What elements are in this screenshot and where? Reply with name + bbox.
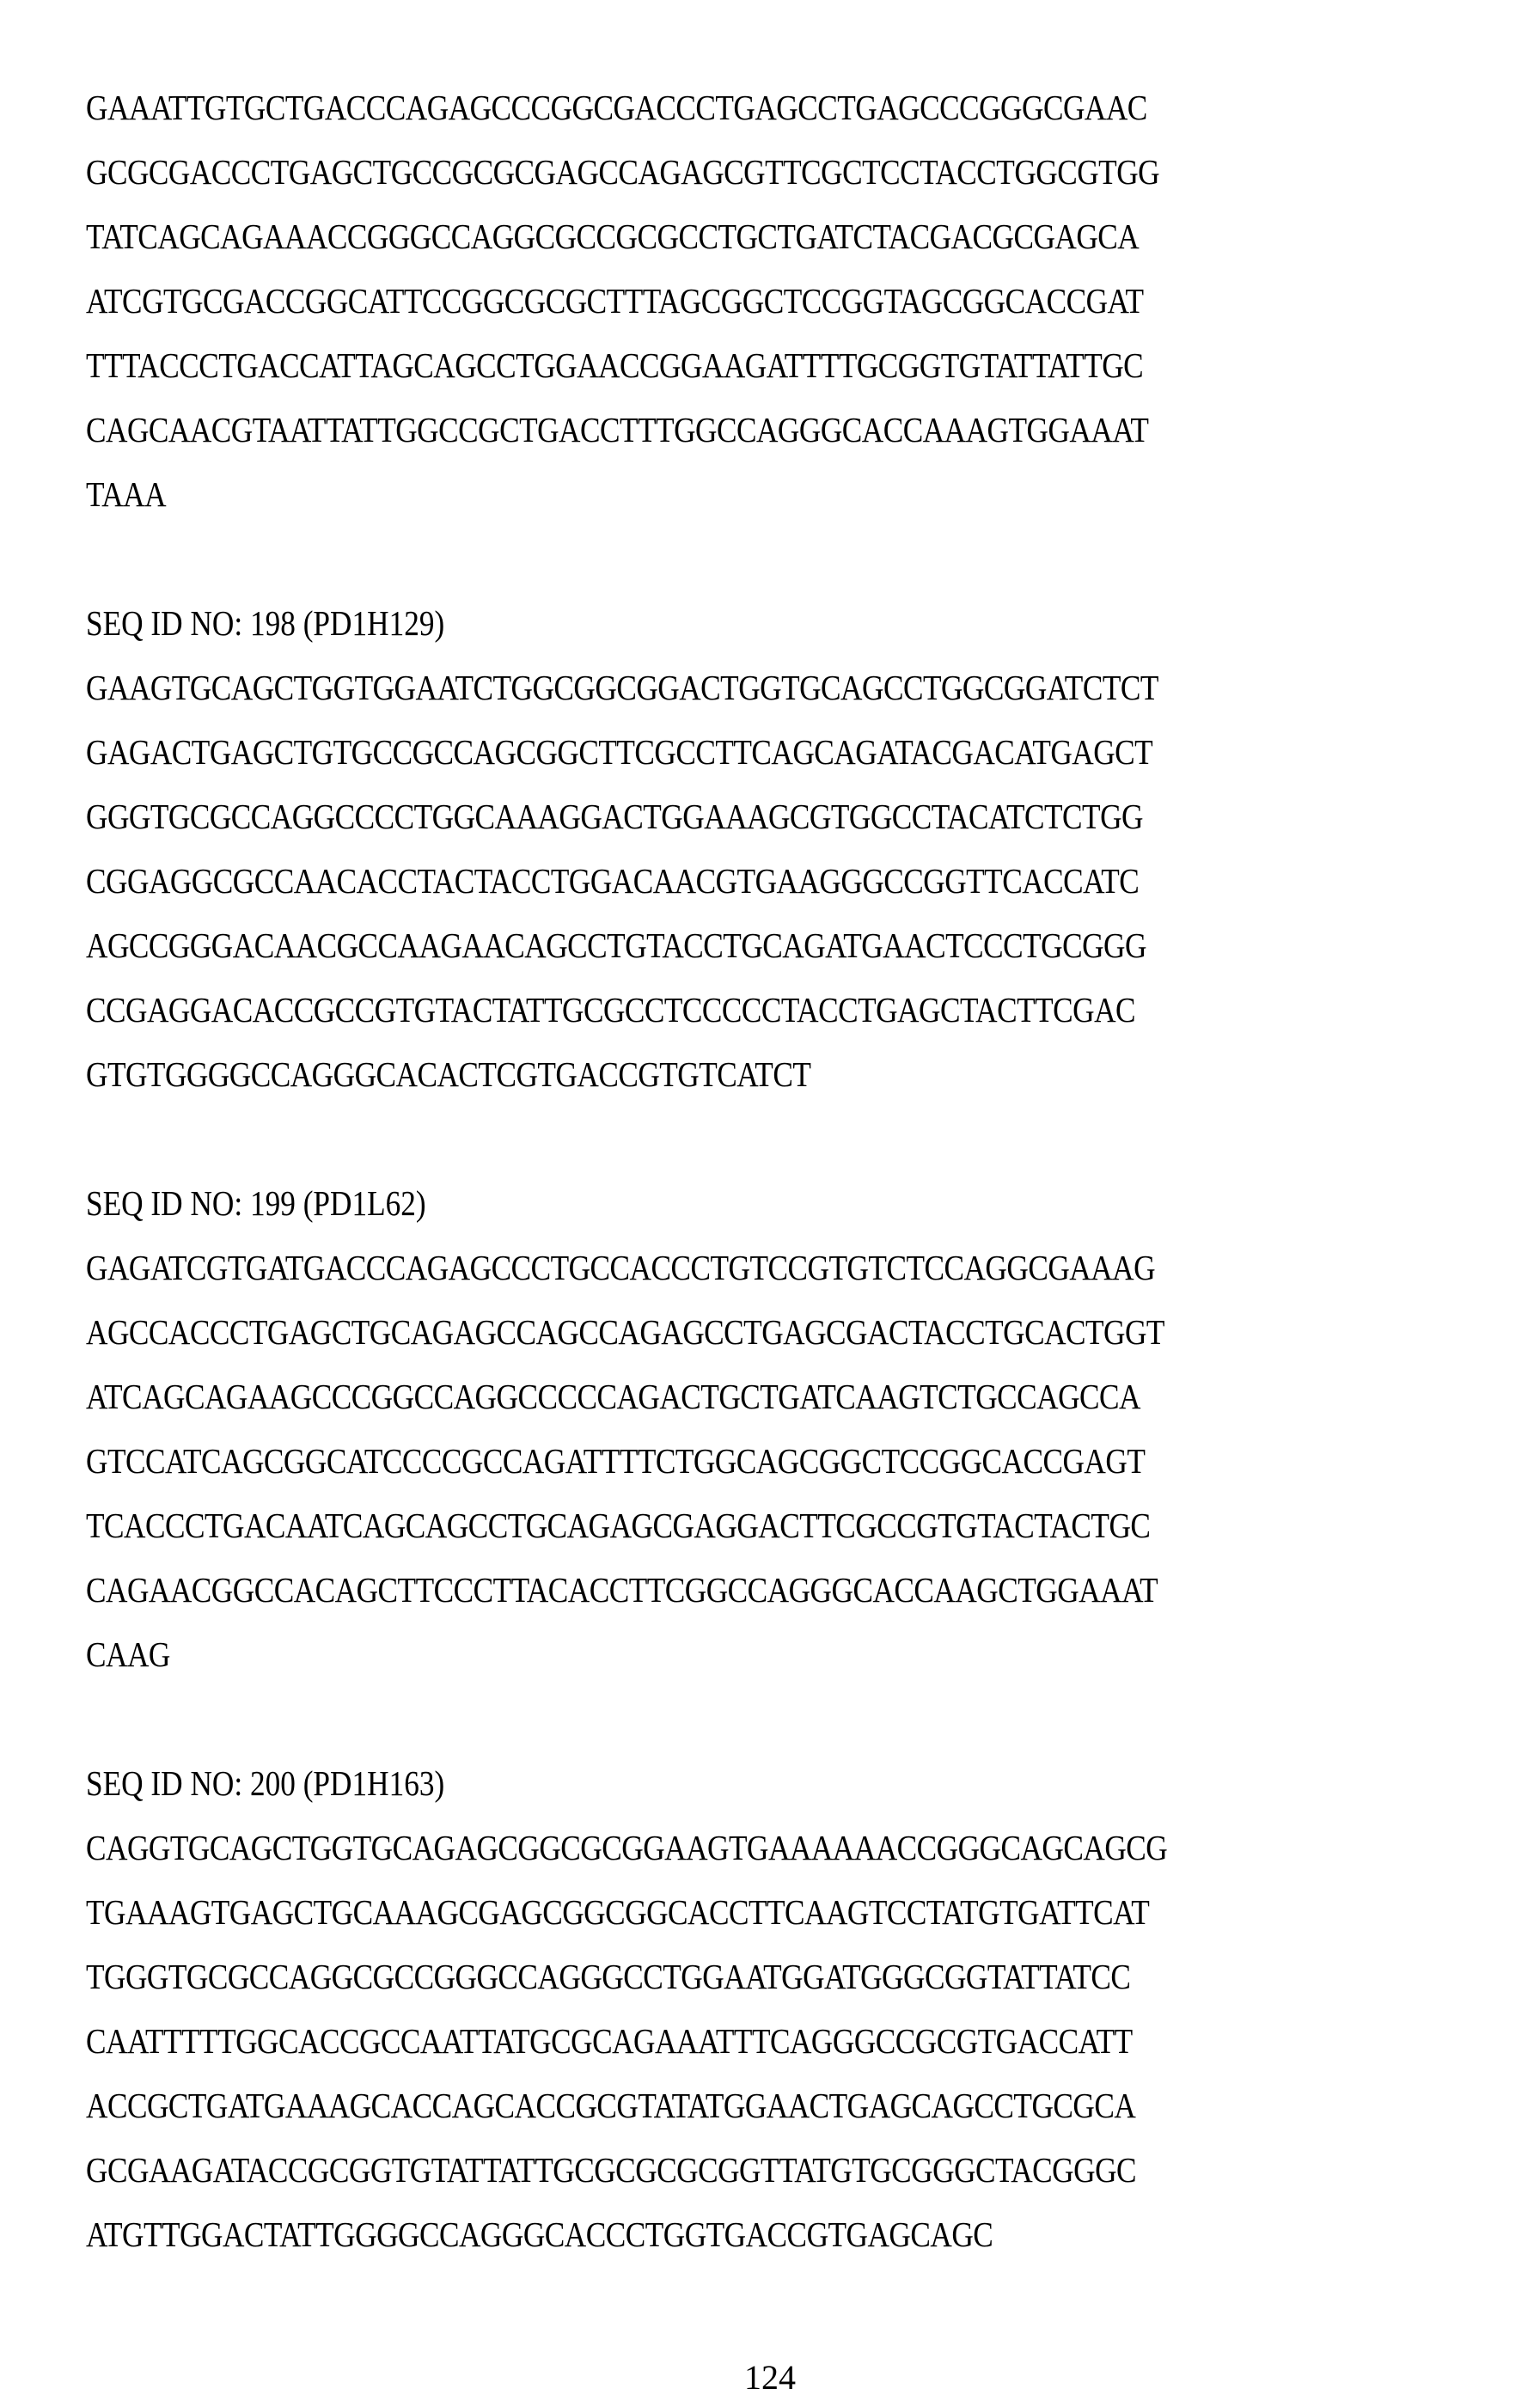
sequence-line: ATCAGCAGAAGCCCGGCCAGGCCCCCAGACTGCTGATCAAGTCTGCCAGCCA bbox=[86, 1377, 1141, 1416]
sequence-line: TAAA bbox=[86, 474, 167, 514]
sequence-line: GTGTGGGGCCAGGGCACACTCGTGACCGTGTCATCT bbox=[86, 1054, 811, 1094]
page-number: 124 bbox=[744, 2358, 796, 2397]
sequence-continuation bbox=[86, 76, 1461, 527]
sequence-line: GAAATTGTGCTGACCCAGAGCCCGGCGACCCTGAGCCTGAGCCCGGGCGAAC bbox=[86, 88, 1147, 127]
document-page bbox=[86, 76, 1461, 2267]
sequence-line: TATCAGCAGAAACCGGGCCAGGCGCCGCGCCTGCTGATCTACGACGCGAGCA bbox=[86, 217, 1140, 256]
sequence-line: ACCGCTGATGAAAGCACCAGCACCGCGTATATGGAACTGAGCAGCCTGCGCA bbox=[86, 2086, 1136, 2125]
sequence-line: TGGGTGCGCCAGGCGCCGGGCCAGGGCCTGGAATGGATGGGCGGTATTATCC bbox=[86, 1957, 1131, 1996]
sequence-line: CAAG bbox=[86, 1634, 170, 1674]
sequence-header: SEQ ID NO: 198 (PD1H129) bbox=[86, 603, 445, 643]
sequence-line: CGGAGGCGCCAACACCTACTACCTGGACAACGTGAAGGGCCGGTTCACCATC bbox=[86, 861, 1140, 901]
sequence-block-198 bbox=[86, 591, 1461, 1107]
sequence-line: CAATTTTTGGCACCGCCAATTATGCGCAGAAATTTCAGGGCCGCGTGACCATT bbox=[86, 2021, 1133, 2061]
sequence-line: GAGATCGTGATGACCCAGAGCCCTGCCACCCTGTCCGTGTCTCCAGGCGAAAG bbox=[86, 1248, 1156, 1287]
spacer bbox=[86, 1687, 1461, 1751]
sequence-block-199 bbox=[86, 1171, 1461, 1687]
sequence-line: TTTACCCTGACCATTAGCAGCCTGGAACCGGAAGATTTTGCGGTGTATTATTGC bbox=[86, 345, 1144, 385]
sequence-line: CCGAGGACACCGCCGTGTACTATTGCGCCTCCCCCTACCTGAGCTACTTCGAC bbox=[86, 990, 1136, 1029]
sequence-line: TCACCCTGACAATCAGCAGCCTGCAGAGCGAGGACTTCGCCGTGTACTACTGC bbox=[86, 1506, 1151, 1545]
sequence-line: GGGTGCGCCAGGCCCCTGGCAAAGGACTGGAAAGCGTGGCCTACATCTCTGG bbox=[86, 797, 1143, 836]
sequence-block-200 bbox=[86, 1751, 1461, 2267]
sequence-header: SEQ ID NO: 199 (PD1L62) bbox=[86, 1183, 426, 1223]
sequence-line: CAGAACGGCCACAGCTTCCCTTACACCTTCGGCCAGGGCACCAAGCTGGAAAT bbox=[86, 1570, 1158, 1610]
sequence-line: TGAAAGTGAGCTGCAAAGCGAGCGGCGGCACCTTCAAGTCCTATGTGATTCAT bbox=[86, 1892, 1150, 1932]
sequence-line: GCGCGACCCTGAGCTGCCGCGCGAGCCAGAGCGTTCGCTCCTACCTGGCGTGG bbox=[86, 152, 1160, 192]
sequence-line: GCGAAGATACCGCGGTGTATTATTGCGCGCGCGGTTATGTGCGGGCTACGGGC bbox=[86, 2150, 1137, 2190]
sequence-line: CAGCAACGTAATTATTGGCCGCTGACCTTTGGCCAGGGCACCAAAGTGGAAAT bbox=[86, 410, 1149, 449]
sequence-line: GAGACTGAGCTGTGCCGCCAGCGGCTTCGCCTTCAGCAGATACGACATGAGCT bbox=[86, 732, 1153, 772]
sequence-line: CAGGTGCAGCTGGTGCAGAGCGGCGCGGAAGTGAAAAAACCGGGCAGCAGCG bbox=[86, 1828, 1168, 1867]
sequence-header: SEQ ID NO: 200 (PD1H163) bbox=[86, 1763, 445, 1803]
spacer bbox=[86, 527, 1461, 591]
sequence-line: AGCCGGGACAACGCCAAGAACAGCCTGTACCTGCAGATGAACTCCCTGCGGG bbox=[86, 926, 1146, 965]
spacer bbox=[86, 1107, 1461, 1171]
sequence-line: ATGTTGGACTATTGGGGCCAGGGCACCCTGGTGACCGTGAGCAGC bbox=[86, 2215, 993, 2254]
sequence-line: AGCCACCCTGAGCTGCAGAGCCAGCCAGAGCCTGAGCGACTACCTGCACTGGT bbox=[86, 1312, 1164, 1352]
sequence-line: GTCCATCAGCGGCATCCCCGCCAGATTTTCTGGCAGCGGCTCCGGCACCGAGT bbox=[86, 1441, 1146, 1481]
sequence-line: GAAGTGCAGCTGGTGGAATCTGGCGGCGGACTGGTGCAGCCTGGCGGATCTCT bbox=[86, 668, 1158, 707]
sequence-line: ATCGTGCGACCGGCATTCCGGCGCGCTTTAGCGGCTCCGGTAGCGGCACCGAT bbox=[86, 281, 1144, 321]
